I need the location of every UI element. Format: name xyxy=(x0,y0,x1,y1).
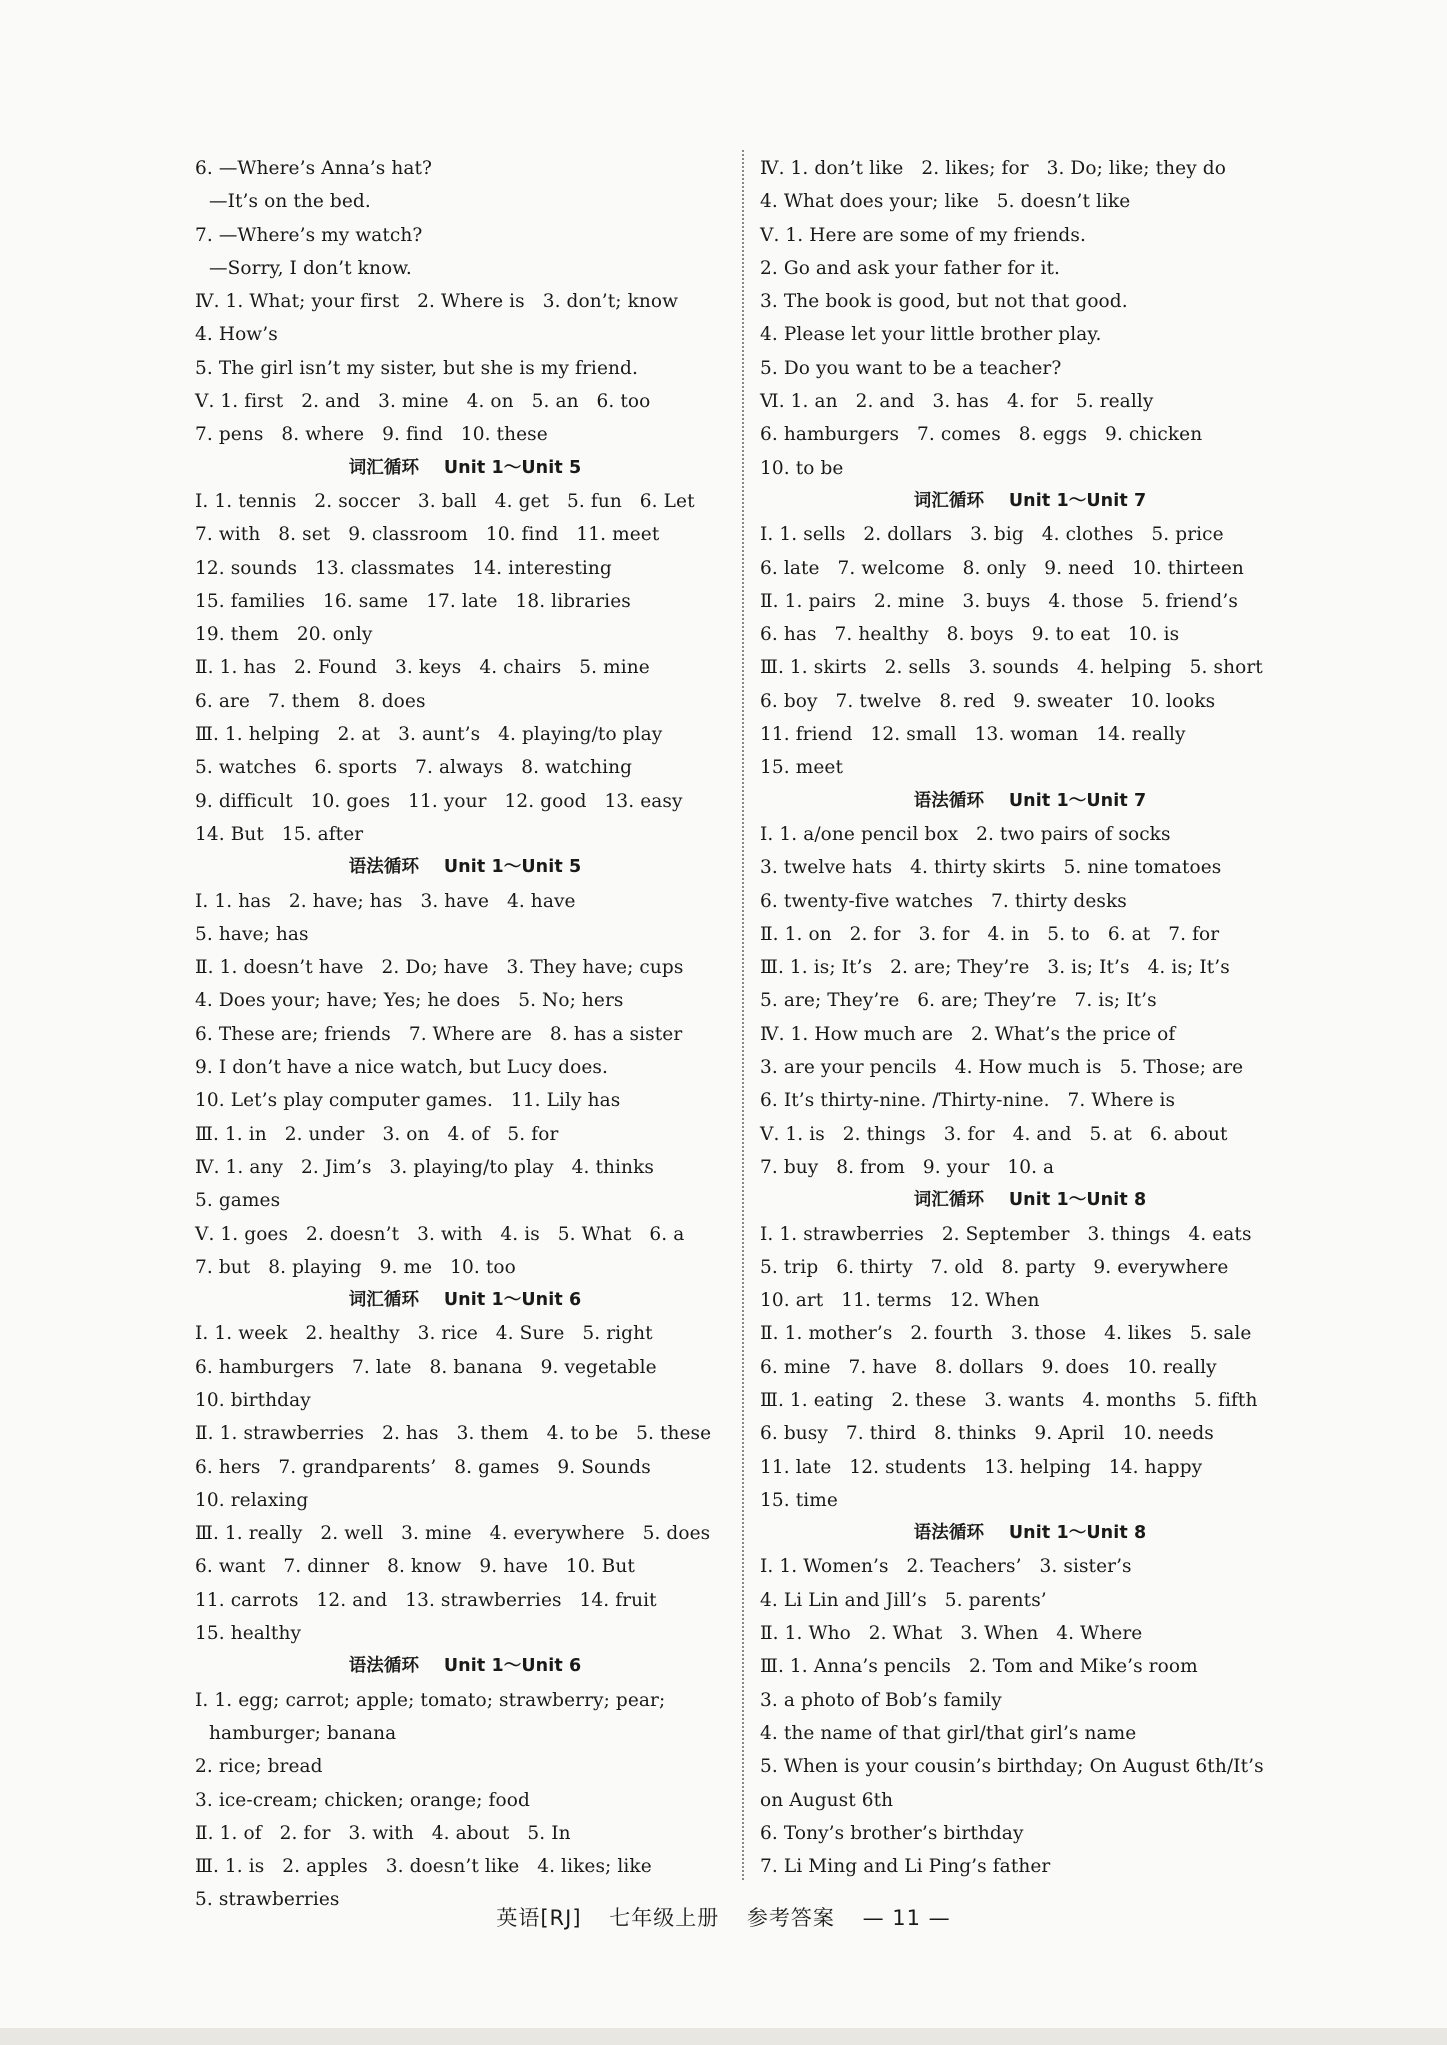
answer-line: 19. them 20. only xyxy=(195,624,373,646)
section-heading: 词汇循环 Unit 1～Unit 6 xyxy=(348,1290,582,1311)
answer-line: 15. time xyxy=(760,1489,838,1511)
answer-line: 4. the name of that girl/that girl’s name xyxy=(760,1722,1137,1744)
answer-line: Ⅰ. 1. a/one pencil box 2. two pairs of socks xyxy=(760,823,1171,845)
section-heading: 语法循环 Unit 1～Unit 6 xyxy=(348,1656,582,1677)
answer-line: 15. meet xyxy=(760,757,843,779)
answer-line: 5. games xyxy=(195,1190,281,1212)
answer-line: Ⅰ. 1. strawberries 2. September 3. things 4. eats xyxy=(760,1223,1252,1245)
page-footer xyxy=(0,1902,1447,1932)
answer-line: on August 6th xyxy=(760,1789,894,1811)
answer-line: 2. rice; bread xyxy=(195,1756,323,1778)
answer-line: 3. ice-cream; chicken; orange; food xyxy=(195,1789,530,1811)
answer-line: Ⅴ. 1. first 2. and 3. mine 4. on 5. an 6. too xyxy=(195,391,651,413)
section-heading: 语法循环 Unit 1～Unit 8 xyxy=(913,1523,1147,1544)
answer-line: 6. mine 7. have 8. dollars 9. does 10. really xyxy=(760,1356,1217,1378)
answer-line: 6. hamburgers 7. late 8. banana 9. vegetable xyxy=(195,1356,657,1378)
answer-line: 3. a photo of Bob’s family xyxy=(760,1689,1002,1711)
answer-line: 3. are your pencils 4. How much is 5. Those; are xyxy=(760,1057,1244,1079)
answer-line: 5. trip 6. thirty 7. old 8. party 9. everywhere xyxy=(760,1256,1229,1278)
section-heading: 语法循环 Unit 1～Unit 7 xyxy=(913,790,1147,811)
answer-line: Ⅲ. 1. really 2. well 3. mine 4. everywhere 5. does xyxy=(195,1523,711,1545)
answer-line: Ⅳ. 1. What; your first 2. Where is 3. don’t; know xyxy=(195,291,679,313)
answer-line: 3. twelve hats 4. thirty skirts 5. nine tomatoes xyxy=(760,857,1222,879)
answer-line: 7. buy 8. from 9. your 10. a xyxy=(760,1156,1055,1178)
answer-line: 10. Let’s play computer games. 11. Lily has xyxy=(195,1090,621,1112)
answer-line: 4. Does your; have; Yes; he does 5. No; hers xyxy=(195,990,624,1012)
answer-line: 7. pens 8. where 9. find 10. these xyxy=(195,424,548,446)
answer-line: 15. families 16. same 17. late 18. libraries xyxy=(195,590,631,612)
answer-line: 7. but 8. playing 9. me 10. too xyxy=(195,1256,516,1278)
answer-line: 5. When is your cousin’s birthday; On August 6th/It’s xyxy=(760,1756,1264,1778)
answer-line: 5. strawberries xyxy=(195,1889,340,1911)
answer-line: 5. watches 6. sports 7. always 8. watching xyxy=(195,757,633,779)
footer-page-number: — 11 — xyxy=(862,1906,951,1930)
answer-line: 5. Do you want to be a teacher? xyxy=(760,357,1062,379)
answer-line: Ⅲ. 1. is; It’s 2. are; They’re 3. is; It’s 4. is; It’s xyxy=(760,957,1230,979)
answer-line: 6. want 7. dinner 8. know 9. have 10. But xyxy=(195,1556,635,1578)
section-heading: 词汇循环 Unit 1～Unit 8 xyxy=(913,1190,1147,1211)
answer-line: 6. twenty-five watches 7. thirty desks xyxy=(760,890,1127,912)
answer-line: Ⅱ. 1. Who 2. What 3. When 4. Where xyxy=(760,1623,1143,1645)
answer-line: Ⅲ. 1. eating 2. these 3. wants 4. months 5. fifth xyxy=(760,1389,1258,1411)
answer-line: Ⅱ. 1. has 2. Found 3. keys 4. chairs 5. mine xyxy=(195,657,650,679)
answer-line: Ⅴ. 1. Here are some of my friends. xyxy=(760,224,1086,246)
answer-line: Ⅱ. 1. doesn’t have 2. Do; have 3. They have; cups xyxy=(195,957,684,979)
answer-line: 4. Please let your little brother play. xyxy=(760,324,1102,346)
answer-line: 9. difficult 10. goes 11. your 12. good 13. easy xyxy=(195,790,683,812)
answer-line: 6. It’s thirty-nine. /Thirty-nine. 7. Where is xyxy=(760,1090,1176,1112)
answer-line: Ⅰ. 1. egg; carrot; apple; tomato; strawberry; pear; xyxy=(195,1689,666,1711)
section-heading: 词汇循环 Unit 1～Unit 7 xyxy=(913,490,1147,511)
answer-line: 7. Li Ming and Li Ping’s father xyxy=(760,1856,1051,1878)
answer-line: 7. with 8. set 9. classroom 10. find 11. meet xyxy=(195,524,660,546)
answer-line: 12. sounds 13. classmates 14. interesting xyxy=(195,557,612,579)
answer-line: 11. carrots 12. and 13. strawberries 14. fruit xyxy=(195,1589,657,1611)
answer-line: Ⅱ. 1. mother’s 2. fourth 3. those 4. likes 5. sale xyxy=(760,1323,1252,1345)
answer-line: Ⅳ. 1. don’t like 2. likes; for 3. Do; like; they do xyxy=(760,158,1226,179)
answer-line: 14. But 15. after xyxy=(195,823,364,845)
footer-subject: 英语[RJ] xyxy=(496,1906,582,1930)
answer-line: 9. I don’t have a nice watch, but Lucy does. xyxy=(195,1057,608,1079)
answer-line: 5. have; has xyxy=(195,923,309,945)
answer-line: 6. —Where’s Anna’s hat? xyxy=(195,158,433,179)
answer-line: 10. relaxing xyxy=(195,1489,309,1511)
answer-line: 11. late 12. students 13. helping 14. happy xyxy=(760,1456,1203,1478)
answer-line: Ⅰ. 1. week 2. healthy 3. rice 4. Sure 5. right xyxy=(195,1323,653,1345)
answer-line: —Sorry, I don’t know. xyxy=(209,257,412,279)
answer-line: Ⅱ. 1. of 2. for 3. with 4. about 5. In xyxy=(195,1822,571,1844)
answer-line: 6. late 7. welcome 8. only 9. need 10. thirteen xyxy=(760,557,1244,579)
answer-line: Ⅲ. 1. Anna’s pencils 2. Tom and Mike’s room xyxy=(760,1656,1198,1678)
column-divider xyxy=(742,150,744,1880)
section-heading: 语法循环 Unit 1～Unit 5 xyxy=(348,857,582,878)
footer-grade: 七年级上册 xyxy=(609,1906,720,1930)
answer-line: 7. —Where’s my watch? xyxy=(195,224,423,246)
answer-line: 10. art 11. terms 12. When xyxy=(760,1290,1040,1312)
answer-line: 4. What does your; like 5. doesn’t like xyxy=(760,191,1131,213)
answer-line: Ⅱ. 1. pairs 2. mine 3. buys 4. those 5. friend’s xyxy=(760,590,1238,612)
answer-line: 6. These are; friends 7. Where are 8. has a sister xyxy=(195,1023,683,1045)
answer-line: 2. Go and ask your father for it. xyxy=(760,257,1060,279)
answer-line: Ⅰ. 1. tennis 2. soccer 3. ball 4. get 5. fun 6. Let xyxy=(195,490,695,512)
answer-line: 4. How’s xyxy=(195,324,278,346)
answer-line: 6. has 7. healthy 8. boys 9. to eat 10. is xyxy=(760,624,1180,646)
answer-line: Ⅱ. 1. strawberries 2. has 3. them 4. to be 5. these xyxy=(195,1423,712,1445)
section-heading: 词汇循环 Unit 1～Unit 5 xyxy=(348,457,582,478)
answer-line: Ⅳ. 1. any 2. Jim’s 3. playing/to play 4. thinks xyxy=(195,1156,654,1178)
right-column xyxy=(760,152,1300,1883)
answer-line: 11. friend 12. small 13. woman 14. really xyxy=(760,724,1186,746)
scan-bottom-edge xyxy=(0,2028,1447,2045)
answer-line: 6. hamburgers 7. comes 8. eggs 9. chicken xyxy=(760,424,1203,446)
answer-line: Ⅰ. 1. has 2. have; has 3. have 4. have xyxy=(195,890,576,912)
answer-line: 6. are 7. them 8. does xyxy=(195,690,426,712)
answer-line: Ⅴ. 1. is 2. things 3. for 4. and 5. at 6. about xyxy=(760,1123,1228,1145)
answer-line: 15. healthy xyxy=(195,1623,302,1645)
answer-line: Ⅲ. 1. is 2. apples 3. doesn’t like 4. likes; like xyxy=(195,1856,652,1878)
answer-line: 6. hers 7. grandparents’ 8. games 9. Sounds xyxy=(195,1456,651,1478)
answer-line: Ⅱ. 1. on 2. for 3. for 4. in 5. to 6. at 7. for xyxy=(760,923,1220,945)
answer-line: Ⅰ. 1. Women’s 2. Teachers’ 3. sister’s xyxy=(760,1556,1132,1578)
answer-line: hamburger; banana xyxy=(209,1722,397,1744)
answer-line: Ⅵ. 1. an 2. and 3. has 4. for 5. really xyxy=(760,391,1154,413)
answer-line: Ⅲ. 1. skirts 2. sells 3. sounds 4. helping 5. short xyxy=(760,657,1263,679)
answer-line: Ⅴ. 1. goes 2. doesn’t 3. with 4. is 5. What 6. a xyxy=(195,1223,685,1245)
answer-line: 10. to be xyxy=(760,457,844,479)
answer-line: Ⅰ. 1. sells 2. dollars 3. big 4. clothes 5. price xyxy=(760,524,1224,546)
answer-line: 6. Tony’s brother’s birthday xyxy=(760,1822,1024,1844)
answer-line: 6. busy 7. third 8. thinks 9. April 10. needs xyxy=(760,1423,1214,1445)
answer-line: 5. are; They’re 6. are; They’re 7. is; It’s xyxy=(760,990,1157,1012)
answer-line: Ⅲ. 1. helping 2. at 3. aunt’s 4. playing/to play xyxy=(195,724,663,746)
left-column xyxy=(195,152,735,1917)
answer-line: —It’s on the bed. xyxy=(209,191,371,213)
answer-line: 3. The book is good, but not that good. xyxy=(760,291,1128,313)
answer-line: Ⅳ. 1. How much are 2. What’s the price of xyxy=(760,1023,1176,1045)
answer-line: 5. The girl isn’t my sister, but she is my friend. xyxy=(195,357,638,379)
answer-line: 10. birthday xyxy=(195,1389,311,1411)
footer-section: 参考答案 xyxy=(746,1906,835,1930)
answer-line: 4. Li Lin and Jill’s 5. parents’ xyxy=(760,1589,1047,1611)
answer-line: 6. boy 7. twelve 8. red 9. sweater 10. looks xyxy=(760,690,1216,712)
answer-line: Ⅲ. 1. in 2. under 3. on 4. of 5. for xyxy=(195,1123,559,1145)
